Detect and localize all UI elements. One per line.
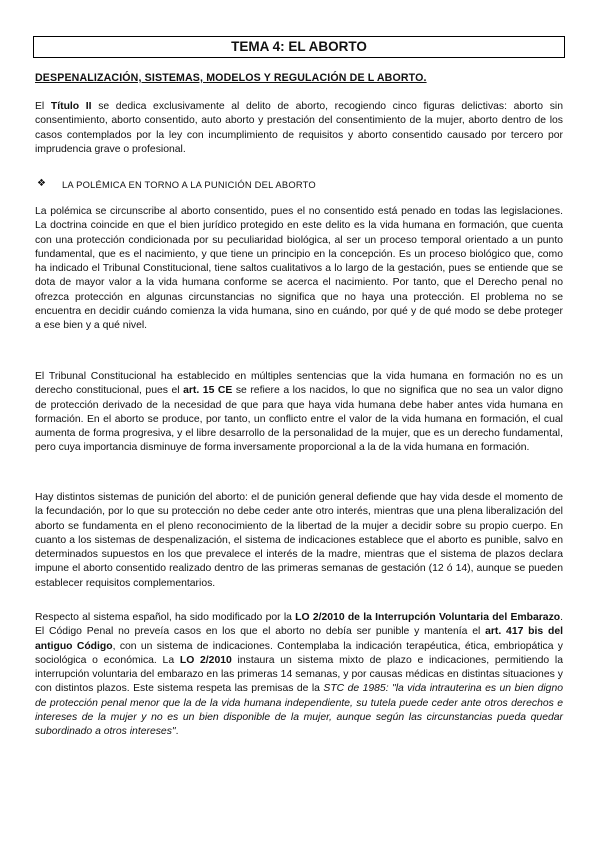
p4-bold-1: LO 2/2010 de la Interrupción Voluntaria del Embarazo (295, 612, 561, 623)
intro-bold-1: Título II (50, 101, 92, 112)
section-heading: DESPENALIZACIÓN, SISTEMAS, MODELOS Y REGULACIÓN DE L ABORTO. (35, 72, 427, 84)
p4-bold-3: LO 2/2010 (179, 654, 232, 666)
paragraph-3: Hay distintos sistemas de punición del aborto: el de punición general defiende que hay vida desde el momento de la fecundación, por lo que su protección no debe ceder ante otro interés, mientras que una plena liberalización del aborto se fundamenta en el pleno reconocimiento de la libertad de la mujer a decidir sobre su propio cuerpo. En cuanto a los sistemas de despenalización, el sistema de indicaciones establece que el aborto es punible, salvo en determinados supuestos en los que prevalece el interés de la madre, mientras que el sistema de plazos declara impune el aborto consentido realizado dentro de las primeras semanas de gestación (12 ó 14), aunque se pueden establecer requisitos complementarios. (35, 492, 563, 589)
intro-paragraph (35, 100, 563, 157)
paragraph-2 (35, 370, 563, 456)
p4-text-4: instaura un sistema mixto de plazo e indicaciones, permitiendo la interrupción voluntaria del embarazo en las primeras 14 semanas, y por causas médicas en distintas situaciones y con distintos plazos. Este sistema respeta las premisas de la (35, 654, 563, 695)
p4-italic-1: STC de 1985 (323, 683, 386, 695)
p4-text-3: , con un sistema de indicaciones. Contemplaba la indicación terapéutica, ética, embriopática y sociológica o económica. La (35, 640, 564, 666)
page-title: TEMA 4: EL ABORTO (33, 36, 565, 58)
diamond-bullet-icon: ❖ (37, 178, 46, 189)
p2-bold-1: art. 15 CE (183, 385, 233, 397)
intro-text-2: se dedica exclusivamente al delito de aborto, recogiendo cinco figuras delictivas: aborto sin consentimiento, aborto consentido, auto aborto y prestación del consentimiento de la mujer, aborto dentro de los casos contemplados por la ley con incumplimiento de requisitos y aborto consentido causado por tercero por imprudencia grave o profesional. (35, 101, 563, 155)
p4-text-5: . (175, 726, 179, 738)
paragraph-4 (35, 611, 563, 740)
p4-text-2: . El Código Penal no preveía casos en los que el aborto no debía ser punible y mantenía el (35, 612, 564, 638)
paragraph-1: La polémica se circunscribe al aborto consentido, pues el no consentido está penado en todas las legislaciones. La doctrina coincide en que el bien jurídico protegido en este delito es la vida humana en formación, que cuenta con una protección condicionada por su peculiaridad biológica, al ser un proceso temporal orientado a un punto fundamental, que es el nacimiento, y que tiene un principio en la concepción. Es un proceso biológico que, como ha indicado el Tribunal Constitucional, tiene saltos cualitativos a lo largo de la gestación, pues se entiende que se dota de mayor valor a la vida humana conforme se acerca el nacimiento. Por tanto, que el Derecho penal no ofrezca protección en algunas circunstancias no significa que no haya una protección. El problema no se encuentra en decidir cuándo comienza la vida humana, sino en cuándo, por qué y de qué modo se debe proteger a ese bien y a qué nivel. (35, 206, 563, 332)
p4-bold-2: art. 417 bis del antiguo Código (35, 626, 563, 652)
p2-text-1: El Tribunal Constitucional ha establecido en múltiples sentencias que la vida humana en formación no es un derecho constitucional, pues el (35, 371, 563, 397)
intro-text-1: El (35, 101, 51, 112)
p4-italic-quote: : "la vida intrauterina es un bien digno de protección penal menor que la de la vida humana independiente, su tutela puede ceder ante otros derechos e intereses de la mujer y no es un bien disponible de la mujer, aunque según las circunstancias pueda quedar subordinado a otros intereses" (35, 683, 563, 738)
p2-text-2: se refiere a los nacidos, lo que no significa que no sea un valor digno de protección derivado de la necesidad de que para que haya vida humana debe haber antes vida humana en formación. En el aborto se produce, por tanto, un conflicto entre el valor de la vida humana en formación, el cual aumenta de forma progresiva, y el libre desarrollo de la personalidad de la mujer, que es un derecho fundamental, pero cuya importancia disminuye de forma inversamente proporcional a la de la vida humana en formación. (35, 385, 564, 454)
p4-text-1: Respecto al sistema español, ha sido modificado por la (35, 612, 296, 623)
subheading: LA POLÉMICA EN TORNO A LA PUNICIÓN DEL ABORTO (62, 179, 316, 190)
